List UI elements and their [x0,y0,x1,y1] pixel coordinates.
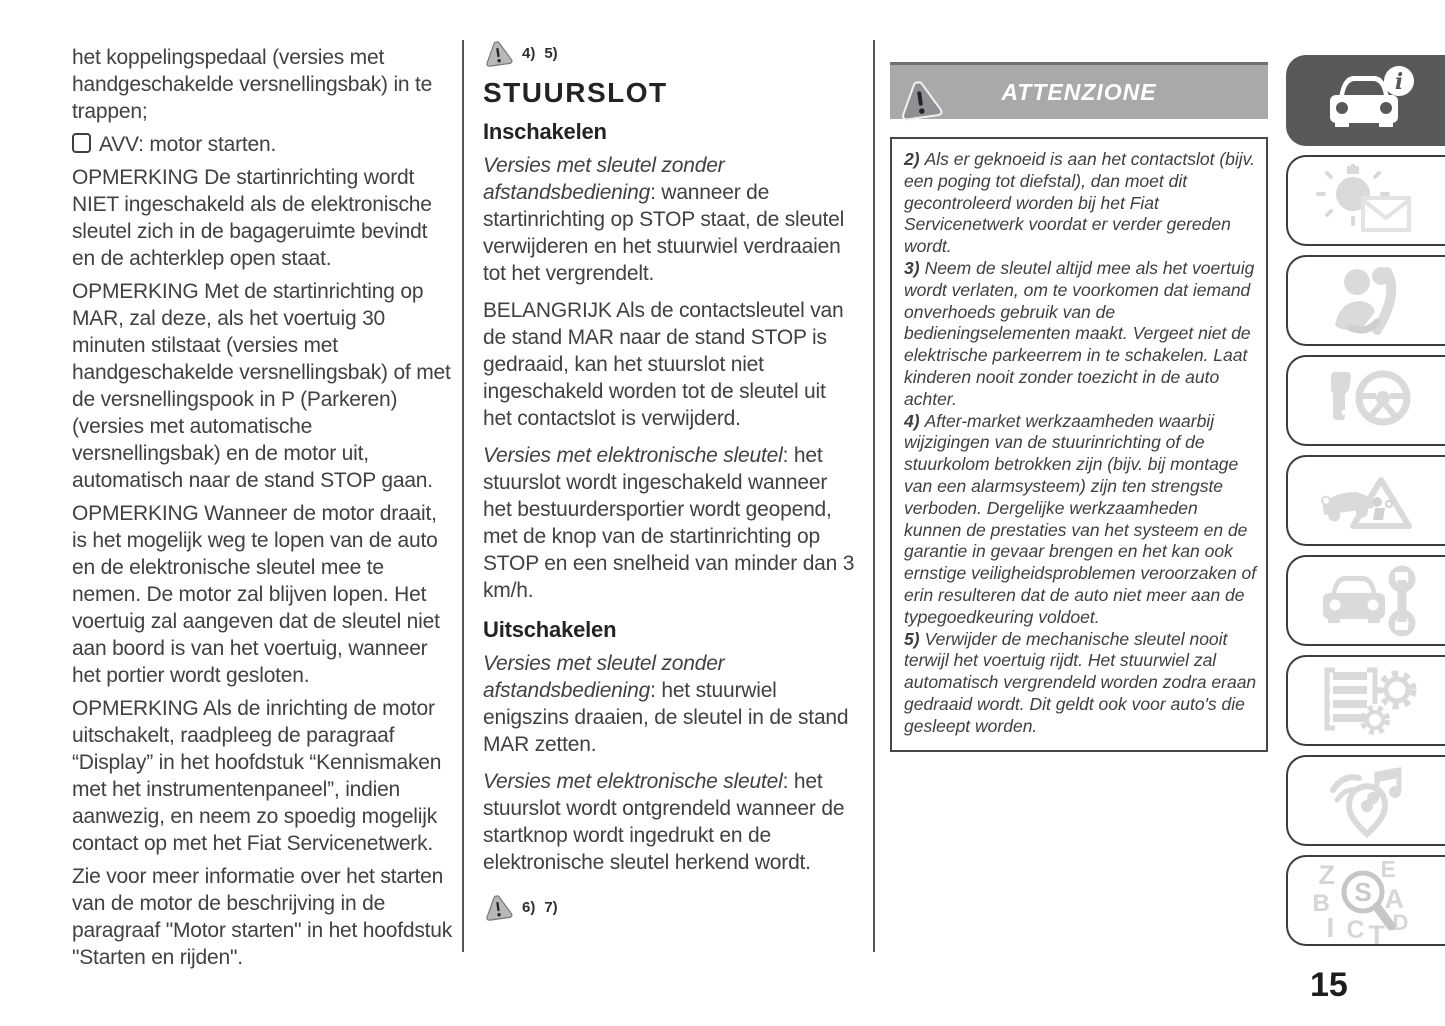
paragraph: OPMERKING Wanneer de motor draait, is het mogelijk weg te lopen van de auto en de elektronische sleutel mee te nemen. De motor zal blijven lopen. Het voertuig zal aangeven dat de sleutel niet aan boord is van het voertuig, wanneer het portier wordt gesloten. [72,502,440,687]
index-letter: Z [1318,859,1335,890]
warning-triangle-icon [483,40,513,67]
footnote-ref: 7) [544,899,558,916]
footnote-refs [483,40,859,67]
paragraph: Versies met sleutel zonder afstandsbediening: wanneer de startinrichting op STOP staat, de sleutel verwijderen en het stuurwiel verdraaien tot het vergrendelt. [483,154,845,285]
index-letter: T [1368,919,1385,950]
svg-text:i: i [1394,68,1403,95]
column-divider [462,40,464,952]
warning-triangle-icon [483,894,513,921]
paragraph: Versies met elektronische sleutel: het stuurslot wordt ingeschakeld wanneer het bestuurdersportier wordt geopend, met de knop van de startinrichting op STOP en een snelheid van minder dan 3 km/h. [483,444,855,602]
warning-item: 4) After-market werkzaamheden waarbij wijzigingen van de stuurinrichting of de stuurkolom betrokken zijn (bijv. bij montage van een alarmsysteem) zijn ten strengste verboden. Dergelijke werkzaamheden kunnen de prestaties van het systeem en de garantie in gevaar brengen en het kan ook ernstige veiligheidsproblemen veroorzaken of erin resulteren dat de auto niet meer aan de typegoedkeuring voldoet. [904,410,1257,627]
key-steering-wheel-icon [1315,364,1419,438]
warning-item-number: 4) [904,410,920,431]
column-divider [873,40,875,952]
index-letter: D [1392,909,1409,935]
light-envelope-icon [1315,164,1419,238]
warning-triangle-icon [897,74,943,126]
warning-item: 5) Verwijder de mechanische sleutel nooit terwijl het voertuig rijdt. Het stuurwiel zal automatisch vergrendeld worden zodra eraan gedraaid wordt. Dit geldt ook voor auto's die gesleept worden. [904,628,1257,736]
paragraph: OPMERKING De startinrichting wordt NIET ingeschakeld als de elektronische sleutel zich in de bagageruimte bevindt en de achterklep open staat. [72,166,432,270]
subsection-title: Inschakelen [483,119,607,144]
attention-header [890,62,1268,119]
subsection-title: Uitschakelen [483,617,617,642]
index-letter: E [1380,855,1396,882]
attention-column [890,62,1268,752]
warning-item-number: 5) [904,628,920,649]
car-info-icon [1315,64,1419,138]
paragraph: AVV: motor starten. [72,131,454,158]
paragraph: Versies met sleutel zonder afstandsbediening: het stuurwiel enigszins draaien, de sleutel in de stand MAR zetten. [483,652,849,756]
checkbox-icon [72,133,91,153]
maintenance-tab[interactable] [1286,555,1445,646]
footnote-refs [483,894,859,921]
section-title: STUURSLOT [483,77,668,108]
paragraph: BELANGRIJK Als de contactsleutel van de stand MAR naar de stand STOP is gedraaid, kan het stuurslot niet ingeschakeld worden tot de sleutel uit het contactslot is verwijderd. [483,299,844,430]
audio-navigation-icon [1315,764,1419,838]
paragraph: het koppelingspedaal (versies met handgeschakelde versnellingsbak) in te trappen; [72,46,433,123]
footnote-ref: 6) [522,899,536,916]
warning-item-number: 3) [904,257,920,278]
emergency-tab[interactable] [1286,455,1445,546]
attention-box [890,137,1268,752]
warning-item: 2) Als er geknoeid is aan het contactslot (bijv. een poging tot diefstal), dan moet dit gecontroleerd worden bij het Fiat Servicenetwerk voordat er verder gereden wordt. [904,149,1255,257]
middle-text-column [483,40,859,933]
index-letter: A [1384,883,1404,914]
attention-title: ATTENZIONE [1001,78,1157,105]
warning-item-number: 2) [904,149,920,169]
checklist-gears-icon [1315,664,1419,738]
left-text-column [72,44,454,977]
index-letter: B [1312,889,1330,917]
paragraph: OPMERKING Als de inrichting de motor uitschakelt, raadpleeg de paragraaf “Display” in het hoofdstuk “Kennismaken met het instrumentenpaneel”, indien aanwezig, en neem zo spoedig mogelijk contact op met het Fiat Servicenetwerk. [72,697,442,855]
footnote-ref: 5) [544,45,558,62]
paragraph: Versies met elektronische sleutel: het stuurslot wordt ontgrendeld wanneer de startknop wordt ingedrukt en de elektronische sleutel herkend wordt. [483,770,845,874]
dashboard-messages-tab[interactable] [1286,155,1445,246]
paragraph: OPMERKING Met de startinrichting op MAR, zal deze, als het voertuig 30 minuten stilstaat (versies met handgeschakelde versnellingsbak) of met de versnellingspook in P (Parkeren) (versies met automatische versnellingsbak) en de motor uit, automatisch naar de stand STOP gaan. [72,280,451,492]
magnifier-icon [1333,864,1403,936]
multimedia-tab[interactable] [1286,755,1445,846]
alphabetical-index-icon [1312,855,1419,950]
starting-driving-tab[interactable] [1286,355,1445,446]
page-number: 15 [1310,966,1348,1004]
vehicle-info-tab[interactable] [1286,55,1445,146]
index-tab[interactable] [1286,855,1445,950]
paragraph: Zie voor meer informatie over het starten van de motor de beschrijving in de paragraaf "Motor starten" in het hoofdstuk "Starten en rijden". [72,865,453,969]
safety-tab[interactable] [1286,255,1445,346]
footnote-ref: 4) [522,45,536,62]
car-warning-triangle-icon [1315,464,1419,538]
seatbelt-airbag-icon [1315,264,1419,338]
car-wrench-icon [1315,564,1419,638]
technical-data-tab[interactable] [1286,655,1445,746]
svg-text:S: S [1353,876,1372,907]
warning-item: 3) Neem de sleutel altijd mee als het voertuig wordt verlaten, om te voorkomen dat iemand onverhoeds gebruik van de bedieningselementen maakt. Vergeet niet de elektrische parkeerrem in te schakelen. Laat kinderen nooit zonder toezicht in de auto achter. [904,257,1255,409]
index-letter: I [1326,911,1335,943]
index-letter: C [1346,915,1365,944]
